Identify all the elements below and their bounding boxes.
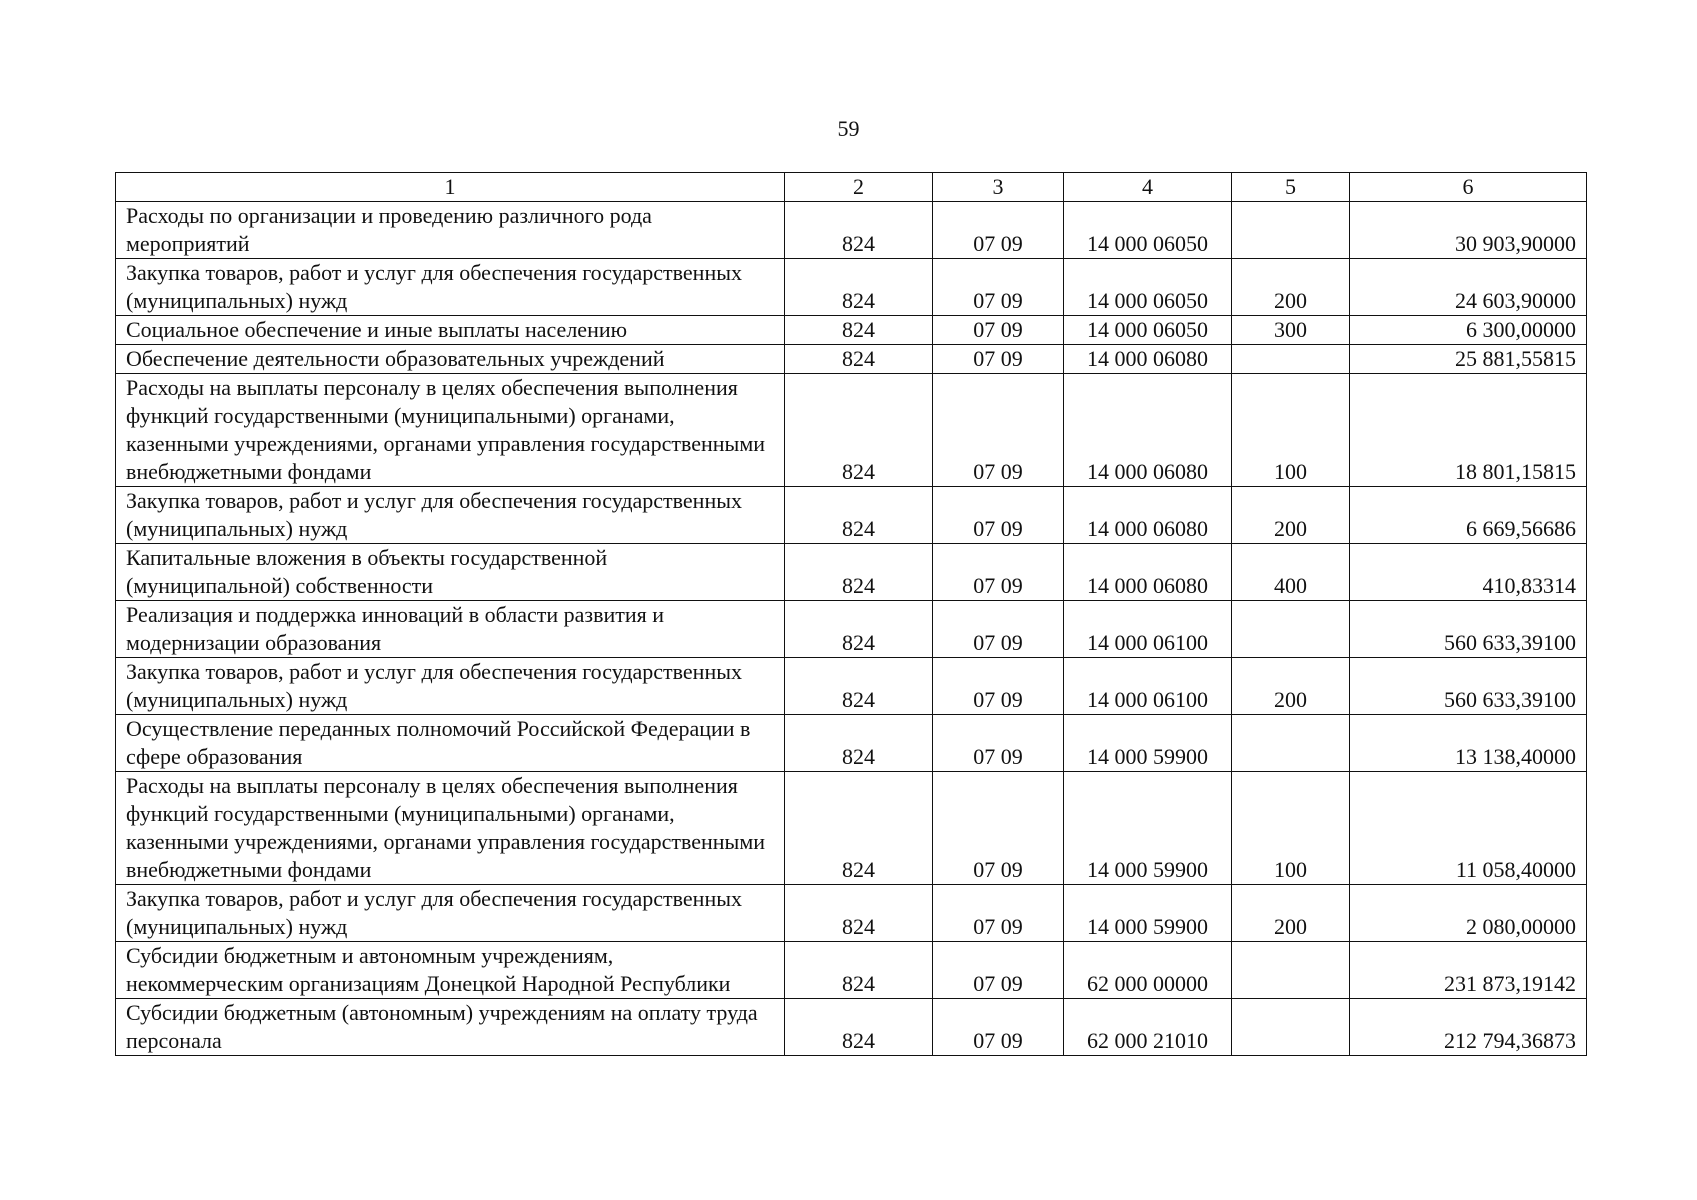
row-gr-cell: 824 [785,715,933,772]
table-row [116,374,1587,487]
row-csr-cell: 14 000 59900 [1064,772,1232,885]
header-row [116,173,1587,202]
row-amount-cell: 11 058,40000 [1350,772,1587,885]
row-name-cell: Субсидии бюджетным (автономным) учреждениям на оплату труда персонала [116,999,785,1056]
table-row [116,544,1587,601]
header-col-2: 2 [785,173,933,202]
row-name-cell: Капитальные вложения в объекты государственной (муниципальной) собственности [116,544,785,601]
table-row [116,885,1587,942]
row-gr-cell: 824 [785,374,933,487]
header-col-1: 1 [116,173,785,202]
row-gr-cell: 824 [785,345,933,374]
row-amount-cell: 30 903,90000 [1350,202,1587,259]
row-amount-cell: 24 603,90000 [1350,259,1587,316]
row-section-cell: 07 09 [933,942,1064,999]
row-name-cell: Реализация и поддержка инноваций в области развития и модернизации образования [116,601,785,658]
header-col-5: 5 [1232,173,1350,202]
row-section-cell: 07 09 [933,374,1064,487]
row-csr-cell: 14 000 59900 [1064,885,1232,942]
table-row [116,259,1587,316]
row-name-cell: Субсидии бюджетным и автономным учреждениям, некоммерческим организациям Донецкой Народной Республики [116,942,785,999]
table-row [116,345,1587,374]
row-section-cell: 07 09 [933,316,1064,345]
row-name-cell: Закупка товаров, работ и услуг для обеспечения государственных (муниципальных) нужд [116,259,785,316]
table-row [116,202,1587,259]
row-section-cell: 07 09 [933,772,1064,885]
row-vr-cell [1232,999,1350,1056]
row-section-cell: 07 09 [933,601,1064,658]
row-vr-cell: 300 [1232,316,1350,345]
row-csr-cell: 14 000 06080 [1064,487,1232,544]
table-row [116,772,1587,885]
row-section-cell: 07 09 [933,345,1064,374]
row-amount-cell: 6 300,00000 [1350,316,1587,345]
row-amount-cell: 2 080,00000 [1350,885,1587,942]
row-gr-cell: 824 [785,202,933,259]
row-gr-cell: 824 [785,942,933,999]
row-csr-cell: 14 000 06080 [1064,345,1232,374]
row-csr-cell: 14 000 59900 [1064,715,1232,772]
row-vr-cell: 200 [1232,259,1350,316]
row-vr-cell: 100 [1232,772,1350,885]
row-section-cell: 07 09 [933,259,1064,316]
row-section-cell: 07 09 [933,544,1064,601]
row-amount-cell: 13 138,40000 [1350,715,1587,772]
row-csr-cell: 62 000 00000 [1064,942,1232,999]
row-name-cell: Закупка товаров, работ и услуг для обеспечения государственных (муниципальных) нужд [116,487,785,544]
table-row [116,942,1587,999]
row-vr-cell: 200 [1232,658,1350,715]
table-row [116,658,1587,715]
row-amount-cell: 212 794,36873 [1350,999,1587,1056]
row-gr-cell: 824 [785,487,933,544]
table-body [116,202,1587,1056]
row-csr-cell: 14 000 06100 [1064,658,1232,715]
row-gr-cell: 824 [785,885,933,942]
budget-table [115,172,1587,1056]
row-vr-cell [1232,601,1350,658]
row-section-cell: 07 09 [933,658,1064,715]
row-section-cell: 07 09 [933,999,1064,1056]
table-row [116,601,1587,658]
row-vr-cell: 400 [1232,544,1350,601]
row-gr-cell: 824 [785,601,933,658]
row-name-cell: Расходы по организации и проведению различного рода мероприятий [116,202,785,259]
row-gr-cell: 824 [785,658,933,715]
row-gr-cell: 824 [785,316,933,345]
row-name-cell: Обеспечение деятельности образовательных учреждений [116,345,785,374]
row-vr-cell: 200 [1232,885,1350,942]
row-vr-cell [1232,345,1350,374]
row-amount-cell: 25 881,55815 [1350,345,1587,374]
row-gr-cell: 824 [785,544,933,601]
row-name-cell: Расходы на выплаты персоналу в целях обеспечения выполнения функций государственными (муниципальными) органами, казенными учреждениями, органами управления государственными внебюджетными фондами [116,772,785,885]
row-amount-cell: 6 669,56686 [1350,487,1587,544]
row-gr-cell: 824 [785,772,933,885]
table-row [116,999,1587,1056]
header-col-4: 4 [1064,173,1232,202]
table-header [116,173,1587,202]
row-gr-cell: 824 [785,999,933,1056]
row-csr-cell: 14 000 06080 [1064,544,1232,601]
row-csr-cell: 14 000 06080 [1064,374,1232,487]
row-name-cell: Закупка товаров, работ и услуг для обеспечения государственных (муниципальных) нужд [116,885,785,942]
row-name-cell: Закупка товаров, работ и услуг для обеспечения государственных (муниципальных) нужд [116,658,785,715]
row-vr-cell: 100 [1232,374,1350,487]
row-csr-cell: 14 000 06100 [1064,601,1232,658]
table-row [116,715,1587,772]
row-csr-cell: 62 000 21010 [1064,999,1232,1056]
row-csr-cell: 14 000 06050 [1064,259,1232,316]
row-section-cell: 07 09 [933,202,1064,259]
row-name-cell: Осуществление переданных полномочий Российской Федерации в сфере образования [116,715,785,772]
header-col-6: 6 [1350,173,1587,202]
row-amount-cell: 231 873,19142 [1350,942,1587,999]
row-vr-cell [1232,942,1350,999]
page-number: 59 [837,116,860,141]
row-section-cell: 07 09 [933,715,1064,772]
table-row [116,487,1587,544]
row-name-cell: Социальное обеспечение и иные выплаты населению [116,316,785,345]
row-csr-cell: 14 000 06050 [1064,316,1232,345]
header-col-3: 3 [933,173,1064,202]
row-vr-cell: 200 [1232,487,1350,544]
row-section-cell: 07 09 [933,487,1064,544]
row-amount-cell: 410,83314 [1350,544,1587,601]
row-csr-cell: 14 000 06050 [1064,202,1232,259]
row-vr-cell [1232,202,1350,259]
row-name-cell: Расходы на выплаты персоналу в целях обеспечения выполнения функций государственными (муниципальными) органами, казенными учреждениями, органами управления государственными внебюджетными фондами [116,374,785,487]
table-row [116,316,1587,345]
row-amount-cell: 18 801,15815 [1350,374,1587,487]
row-vr-cell [1232,715,1350,772]
row-amount-cell: 560 633,39100 [1350,601,1587,658]
row-amount-cell: 560 633,39100 [1350,658,1587,715]
row-section-cell: 07 09 [933,885,1064,942]
row-gr-cell: 824 [785,259,933,316]
